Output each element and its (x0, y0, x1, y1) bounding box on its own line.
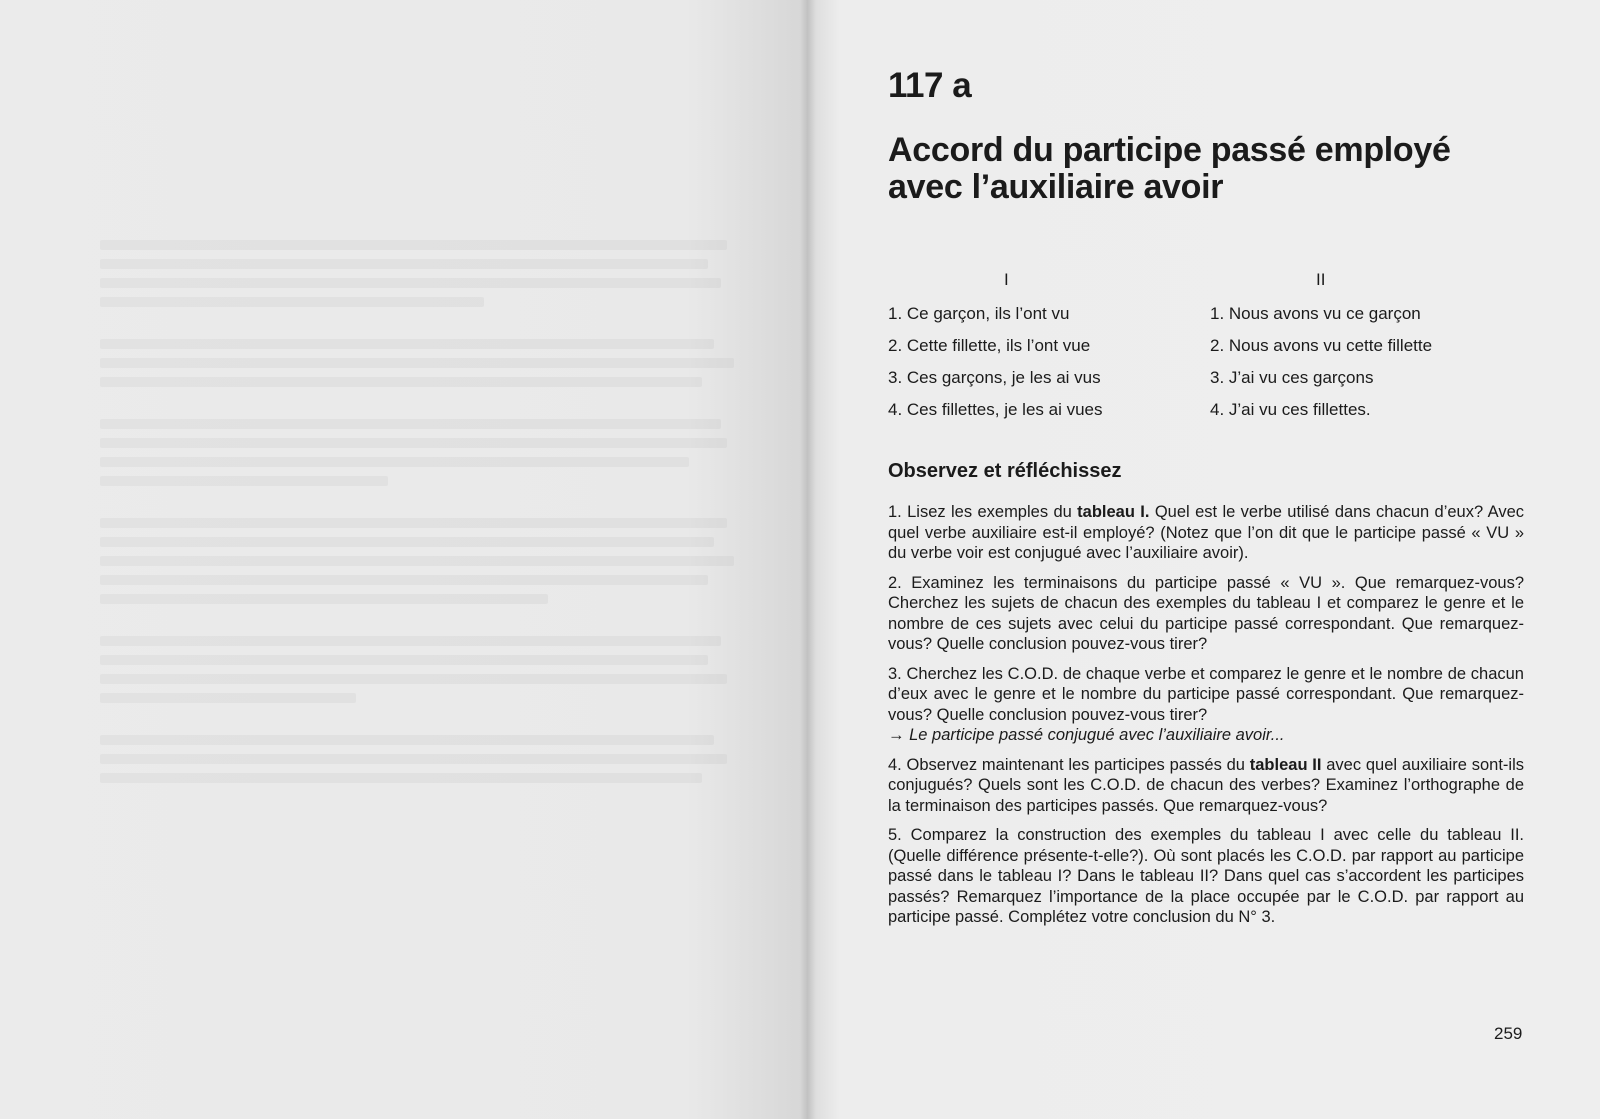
book-gutter (800, 0, 816, 1119)
table-header-ii: II (1316, 270, 1326, 289)
table-column-ii (1210, 298, 1530, 426)
example-item: 4. J’ai vu ces fillettes. (1210, 400, 1371, 419)
section-heading: Observez et réfléchissez (888, 460, 1122, 482)
question-2: 2. Examinez les terminaisons du participe passé « VU ». Que remarquez-vous? Cherchez les sujets de chacun des exemples du tableau I et comparez le genre et le nombre de ces sujets avec celui du participe passé correspondant. Que remarquez-vous? Quelle conclusion pouvez-vous tirer? (888, 573, 1524, 653)
example-item: 4. Ces fillettes, je les ai vues (888, 400, 1103, 419)
example-item: 3. Ces garçons, je les ai vus (888, 368, 1101, 387)
table-column-i (888, 298, 1188, 426)
example-item: 2. Nous avons vu cette fillette (1210, 336, 1433, 355)
question-5: 5. Comparez la construction des exemples du tableau I avec celle du tableau II. (Quelle différence présente-t-elle?). Où sont placés les C.O.D. par rapport au participe passé dans le tableau I? Dans le tableau II? Dans quel cas s’accordent les participes passés? Remarquez l’importance de la place occupée par le C.O.D. par rapport au participe passé. Complétez votre conclusion du N° 3. (888, 826, 1524, 926)
question-4: 4. Observez maintenant les participes passés du tableau II avec quel auxiliaire sont-ils conjugués? Quels sont les C.O.D. de chacun des verbes? Examinez l’orthographe de la terminaison des participes passés. Que remarquez-vous? (888, 755, 1524, 815)
example-item: 3. J’ai vu ces garçons (1210, 368, 1374, 387)
lesson-title: Accord du participe passé employé avec l’auxiliaire avoir (888, 131, 1451, 206)
lesson-number: 117 a (888, 66, 972, 105)
bleed-through-text (100, 240, 740, 792)
question-list (888, 502, 1524, 937)
example-item: 2. Cette fillette, ils l’ont vue (888, 336, 1091, 355)
page-number: 259 (1494, 1024, 1523, 1043)
example-item: 1. Ce garçon, ils l’ont vu (888, 304, 1070, 323)
conclusion-prompt: → Le participe passé conjugué avec l’auxiliaire avoir... (888, 726, 1285, 744)
question-3: 3. Cherchez les C.O.D. de chaque verbe et comparez le genre et le nombre de chacun d’eux avec le genre et le nombre du participe passé correspondant. Que remarquez-vous? Quelle conclusion pouvez-vous tirer? → Le participe passé conjugué avec l’auxiliaire avoir... (888, 664, 1524, 744)
example-item: 1. Nous avons vu ce garçon (1210, 304, 1421, 323)
question-1: 1. Lisez les exemples du tableau I. Quel est le verbe utilisé dans chacun d’eux? Avec quel verbe auxiliaire est-il employé? (Notez que l’on dit que le participe passé « VU » du verbe voir est conjugué avec l’auxiliaire avoir). (888, 503, 1525, 562)
table-header-i: I (1004, 270, 1009, 289)
